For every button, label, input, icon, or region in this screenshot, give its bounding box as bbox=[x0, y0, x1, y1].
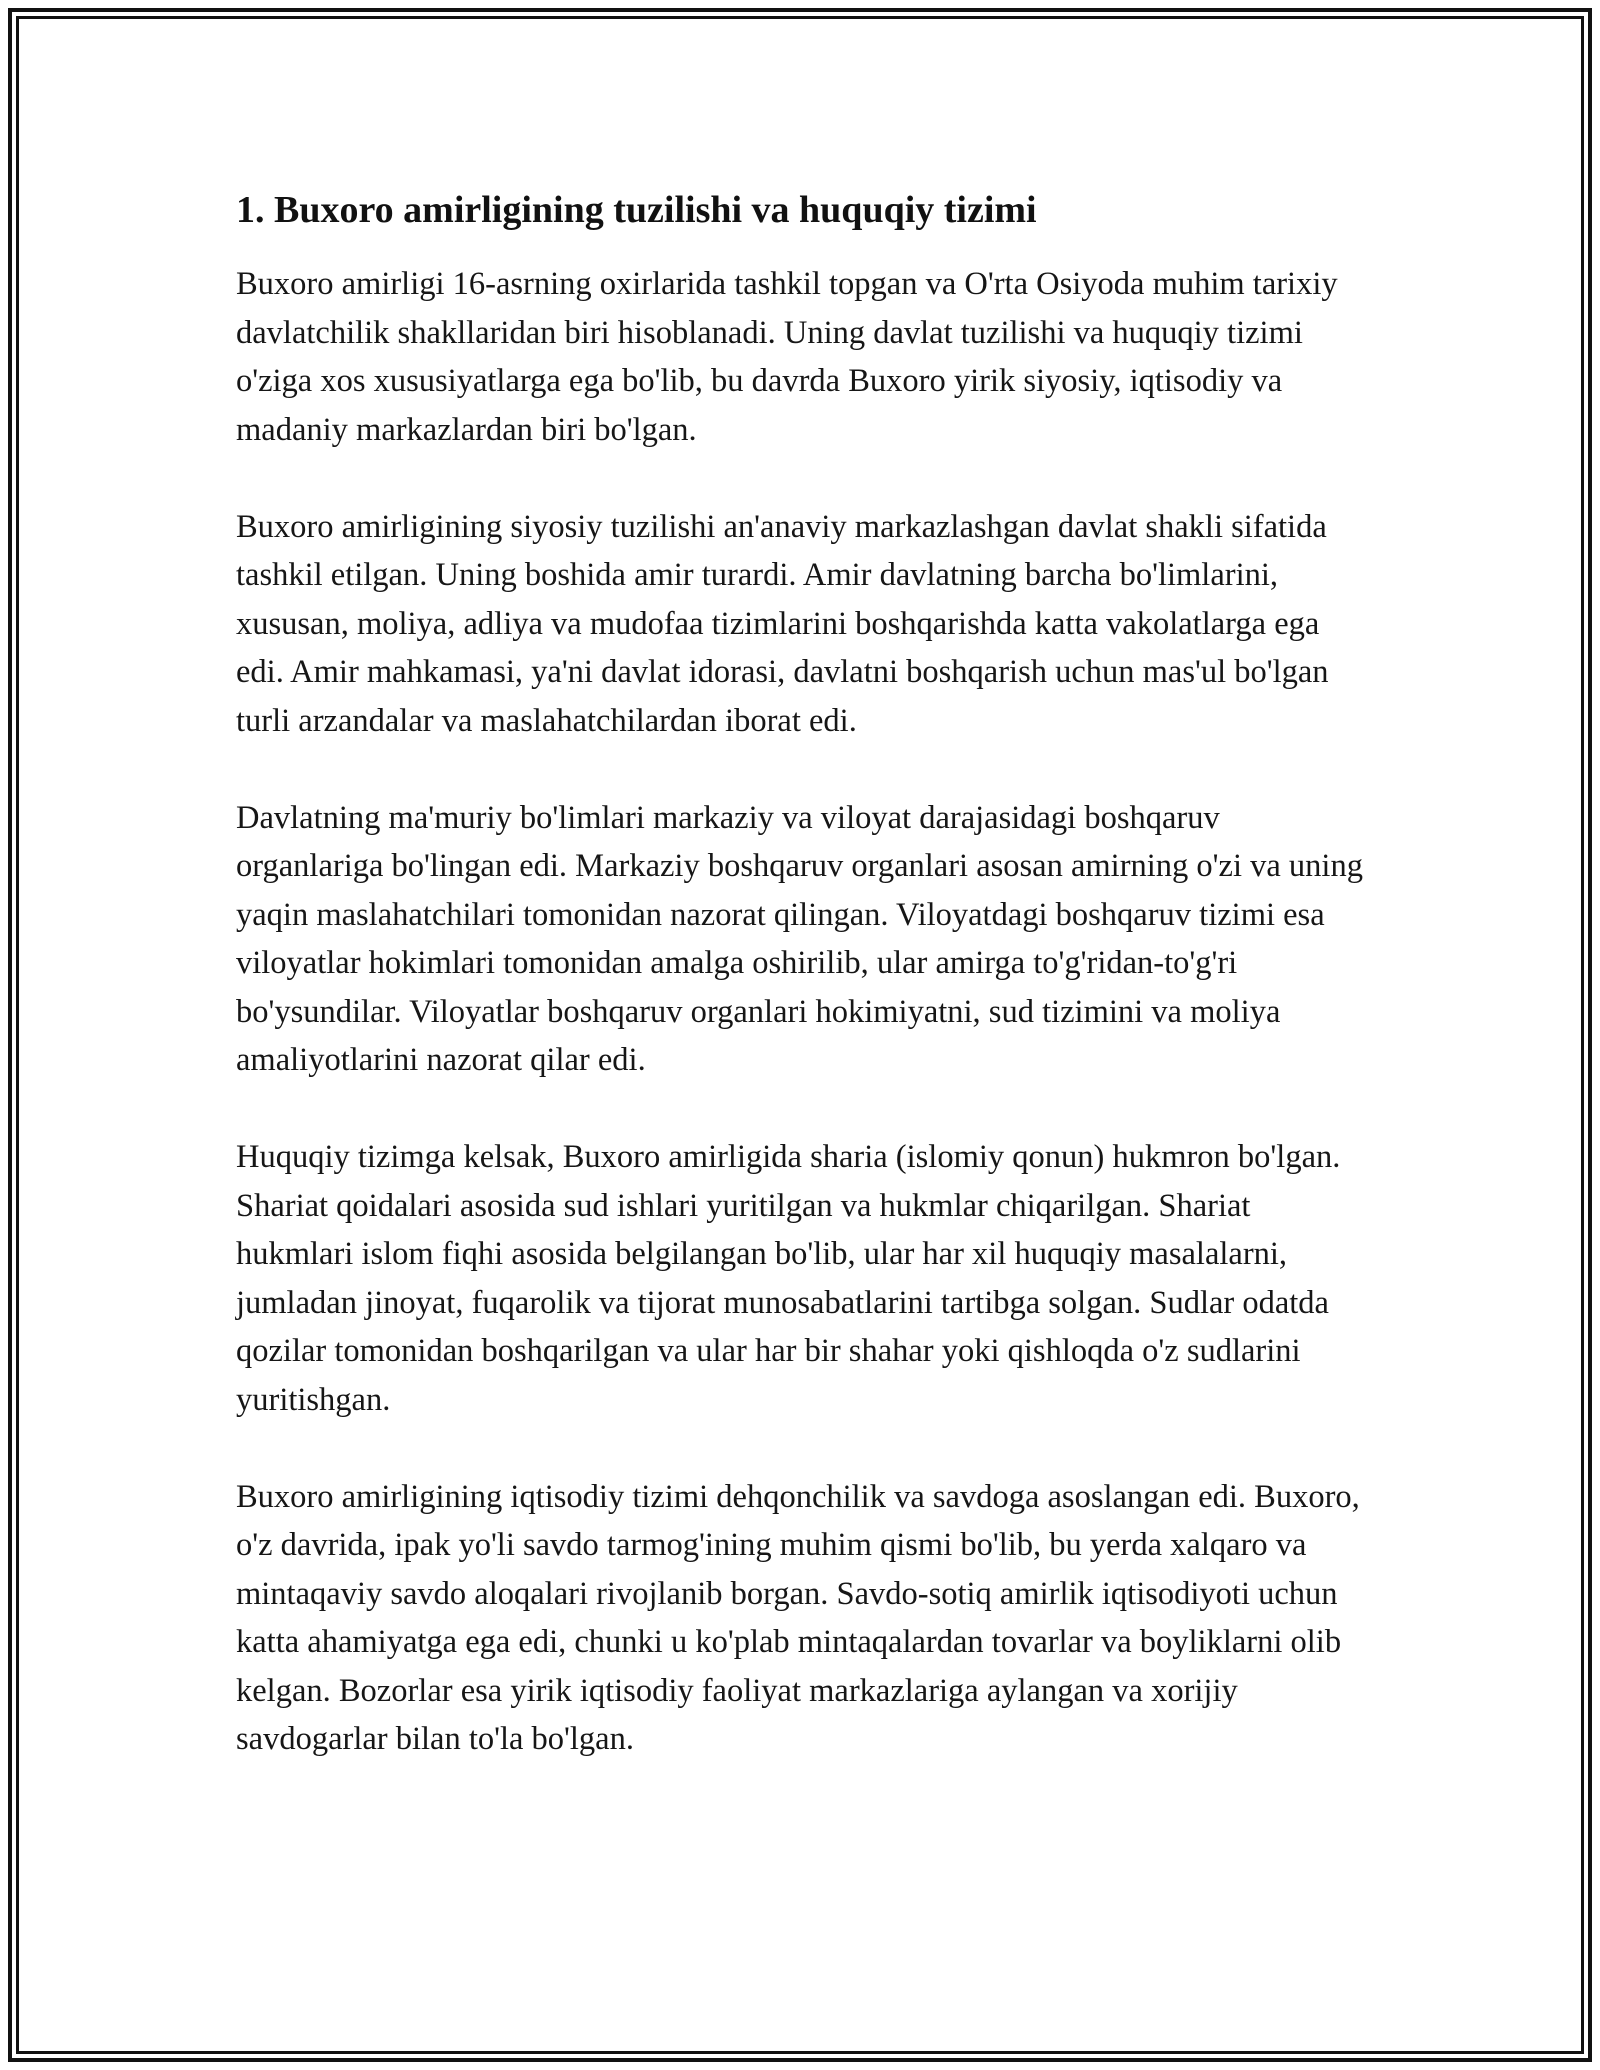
section-title: 1. Buxoro amirligining tuzilishi va huquqiy tizimi bbox=[236, 189, 1037, 231]
paragraph-political-structure: Buxoro amirligining siyosiy tuzilishi an'anaviy markazlashgan davlat shakli sifatida tashkil etilgan. Uning boshida amir turardi. Amir davlatning barcha bo'limlarini, xususan, moliya, adliya va mudofaa tizimlarini boshqarishda katta vakolatlarga ega edi. Amir mahkamasi, ya'ni davlat idorasi, davlatni boshqarish uchun mas'ul bo'lgan turli arzandalar va maslahatchilardan iborat edi. bbox=[236, 508, 1329, 739]
paragraph-intro: Buxoro amirligi 16-asrning oxirlarida tashkil topgan va O'rta Osiyoda muhim tarixiy davlatchilik shakllaridan biri hisoblanadi. Uning davlat tuzilishi va huquqiy tizimi o'ziga xos xususiyatlarga ega bo'lib, bu davrda Buxoro yirik siyosiy, iqtisodiy va madaniy markazlardan biri bo'lgan. bbox=[236, 266, 1338, 448]
document-body bbox=[236, 186, 1366, 1812]
paragraph-administrative-divisions: Davlatning ma'muriy bo'limlari markaziy va viloyat darajasidagi boshqaruv organlariga bo'lingan edi. Markaziy boshqaruv organlari asosan amirning o'zi va uning yaqin maslahatchilari tomonidan nazorat qilingan. Viloyatdagi boshqaruv tizimi esa viloyatlar hokimlari tomonidan amalga oshirilib, ular amirga to'g'ridan-to'g'ri bo'ysundilar. Viloyatlar boshqaruv organlari hokimiyatni, sud tizimini va moliya amaliyotlarini nazorat qilar edi. bbox=[236, 799, 1363, 1078]
paragraph-economic-system: Buxoro amirligining iqtisodiy tizimi dehqonchilik va savdoga asoslangan edi. Buxoro, o'z davrida, ipak yo'li savdo tarmog'ining muhim qismi bo'lib, bu yerda xalqaro va mintaqaviy savdo aloqalari rivojlanib borgan. Savdo-sotiq amirlik iqtisodiyoti uchun katta ahamiyatga ega edi, chunki u ko'plab mintaqalardan tovarlar va boyliklarni olib kelgan. Bozorlar esa yirik iqtisodiy faoliyat markazlariga aylangan va xorijiy savdogarlar bilan to'la bo'lgan. bbox=[236, 1478, 1360, 1757]
paragraph-legal-system: Huquqiy tizimga kelsak, Buxoro amirligida sharia (islomiy qonun) hukmron bo'lgan. Shariat qoidalari asosida sud ishlari yuritilgan va hukmlar chiqarilgan. Shariat hukmlari islom fiqhi asosida belgilangan bo'lib, ular har xil huquqiy masalalarni, jumladan jinoyat, fuqarolik va tijorat munosabatlarini tartibga solgan. Sudlar odatda qozilar tomonidan boshqarilgan va ular har bir shahar yoki qishloqda o'z sudlarini yuritishgan. bbox=[236, 1139, 1341, 1418]
